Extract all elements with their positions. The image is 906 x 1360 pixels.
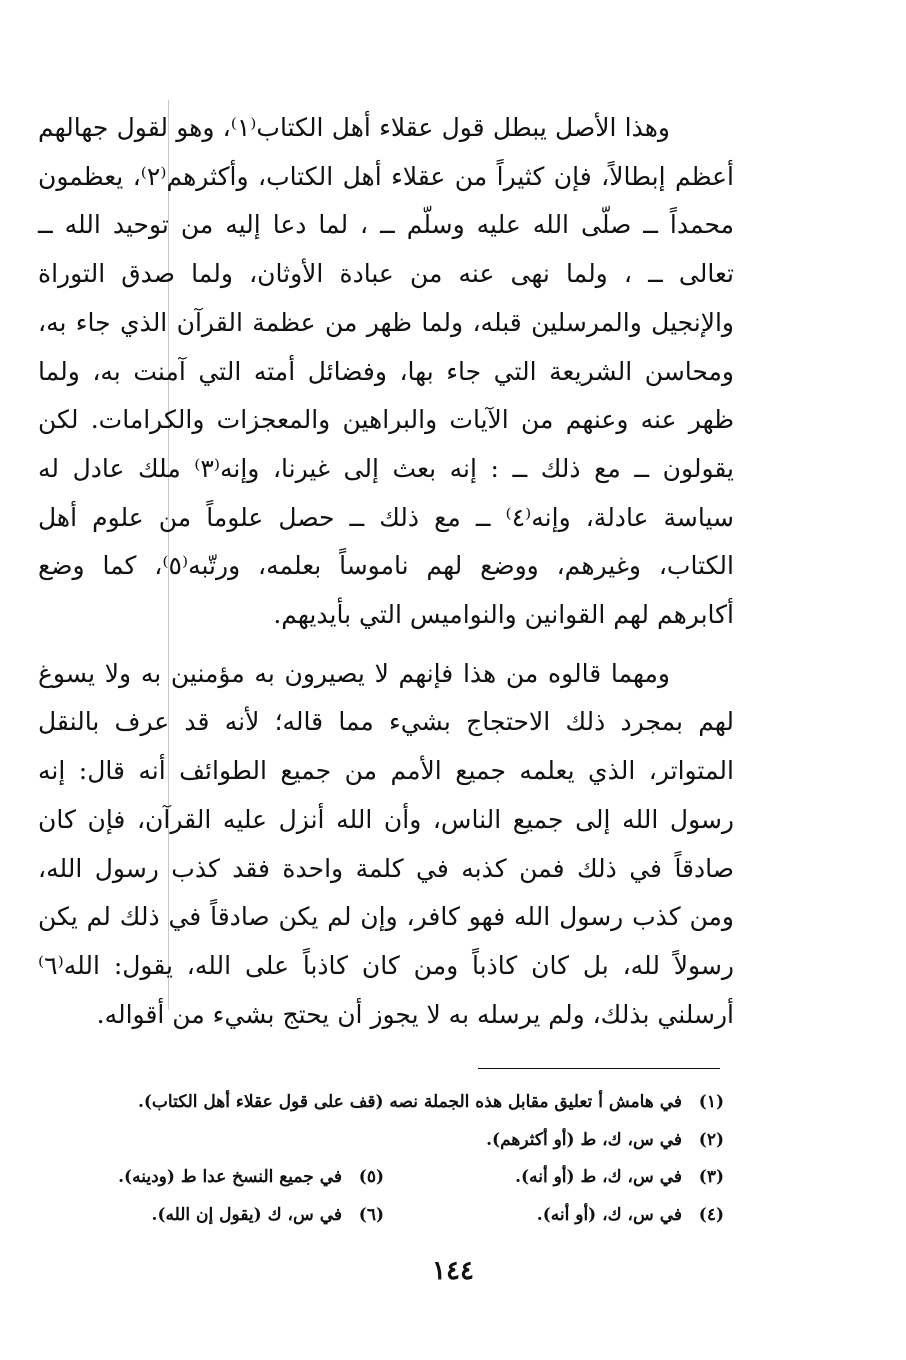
footnote-number: (٥) xyxy=(358,1167,384,1187)
footnote-number: (٢) xyxy=(698,1129,724,1150)
footnote-text: في جميع النسخ عدا ط (ودينه). xyxy=(118,1167,342,1187)
footnote-number: (١) xyxy=(698,1092,724,1112)
footnote-text: في هامش أ تعليق مقابل هذه الجملة نصه (قف على قول عقلاء أهل الكتاب). xyxy=(137,1092,682,1112)
footnote-1 xyxy=(40,1084,724,1122)
footnote-text: في س، ك (يقول إن الله). xyxy=(151,1204,342,1225)
footnote-3 xyxy=(384,1159,724,1197)
footnote-4 xyxy=(384,1197,724,1235)
page-number: ١٤٤ xyxy=(432,1256,474,1286)
paragraph-2: ومهما قالوه من هذا فإنهم لا يصيرون به مؤمنين به ولا يسوغ لهم بمجرد ذلك الاحتجاج بشيء مما قاله؛ لأنه قد عرف بالنقل المتواتر، الذي يعلمه جميع الأمم من جميع الطوائف أنه قال: إنه رسول الله إلى جميع الناس، وأن الله أنزل عليه القرآن، فإن كان صادقاً في ذلك فمن كذبه في كلمة واحدة فقد كذب رسول الله، ومن كذب رسول الله فهو كافر، وإن لم يكن صادقاً في ذلك لم يكن رسولاً لله، بل كان كاذباً ومن كان كاذباً على الله، يقول: الله⁽٦⁾ أرسلني بذلك، ولم يرسله به لا يجوز أن يحتج بشيء من أقواله. xyxy=(38,658,734,1029)
footnote-row xyxy=(40,1159,724,1197)
footnote-number: (٤) xyxy=(698,1204,724,1225)
footnotes xyxy=(40,1084,724,1234)
footnote-6 xyxy=(44,1197,384,1235)
paragraph-1: وهذا الأصل يبطل قول عقلاء أهل الكتاب⁽١⁾، وهو لقول جهالهم أعظم إبطالاً، فإن كثيراً من عقلاء أهل الكتاب، وأكثرهم⁽٢⁾، يعظمون محمداً ــ صلّى الله عليه وسلّم ــ ، لما دعا إليه من توحيد الله ــ تعالى ــ ، ولما نهى عنه من عبادة الأوثان، ولما صدق التوراة والإنجيل والمرسلين قبله، ولما ظهر من عظمة القرآن الذي جاء به، ومحاسن الشريعة التي جاء بها، وفضائل أمته التي آمنت به، ولما ظهر عنه وعنهم من الآيات والبراهين والمعجزات والكرامات. لكن يقولون ــ مع ذلك ــ : إنه بعث إلى غيرنا، وإنه⁽٣⁾ ملك عادل له سياسة عادلة، وإنه⁽٤⁾ ــ مع ذلك ــ حصل علوماً من علوم أهل الكتاب، وغيرهم، ووضع لهم ناموساً بعلمه، ورتّبه⁽٥⁾، كما وضع أكابرهم لهم القوانين والنواميس التي بأيديهم. xyxy=(38,113,734,630)
footnote-text: في س، ك، ط (أو أكثرهم). xyxy=(486,1129,682,1150)
footnote-2 xyxy=(40,1122,724,1160)
main-text xyxy=(38,104,734,1039)
footnote-number: (٣) xyxy=(698,1167,724,1187)
footnote-text: في س، ك، ط (أو أنه). xyxy=(515,1167,682,1187)
footnote-number: (٦) xyxy=(358,1204,384,1225)
footnote-row xyxy=(40,1197,724,1235)
footnote-text: في س، ك، (أو أنه). xyxy=(536,1204,682,1225)
footnote-5 xyxy=(44,1159,384,1197)
footnote-divider xyxy=(478,1068,720,1069)
